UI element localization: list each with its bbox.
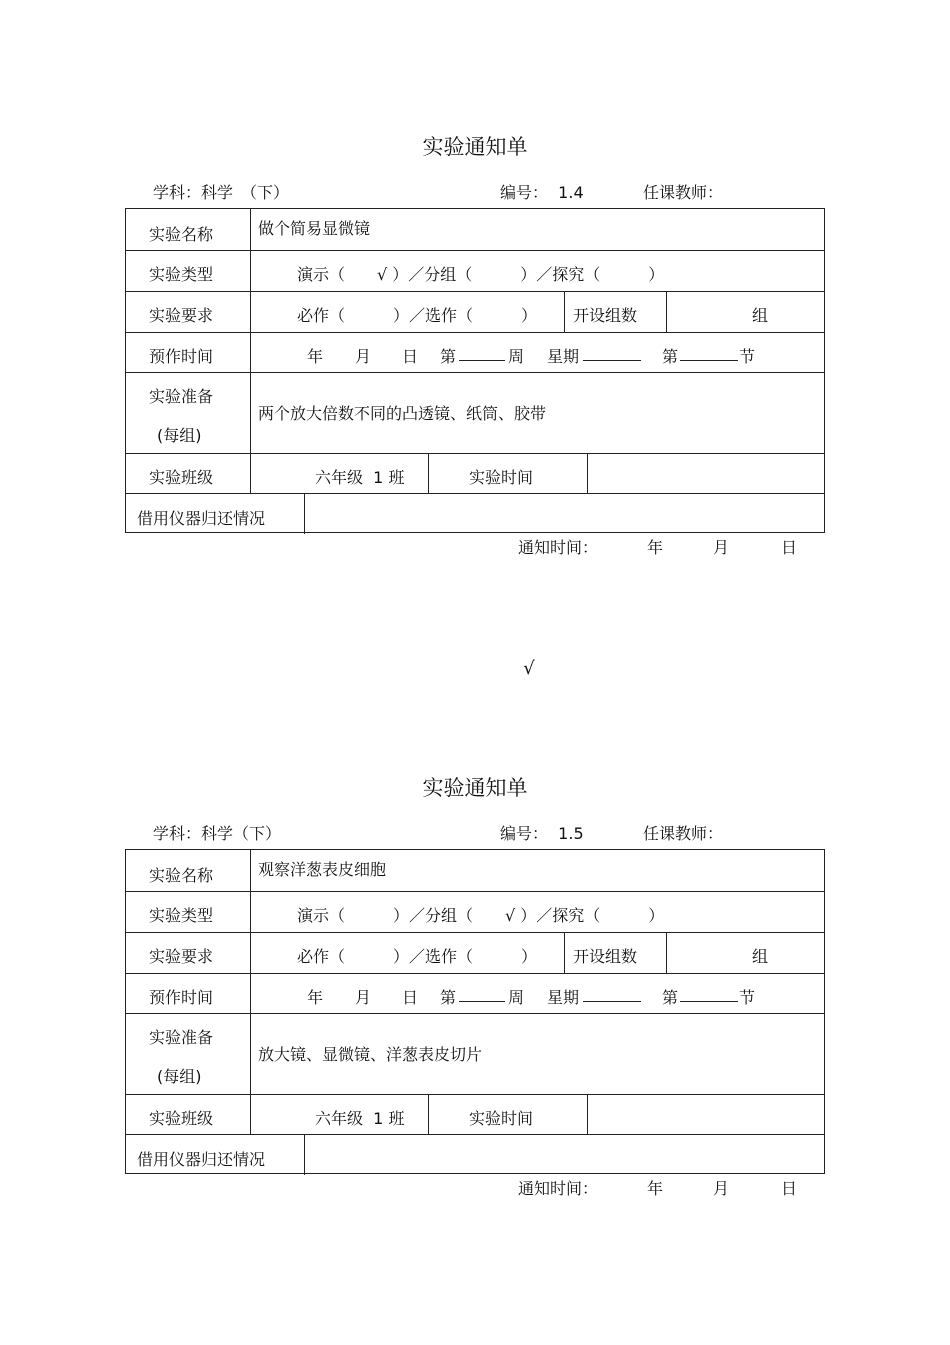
experiment-requirement-label: 实验要求 xyxy=(149,306,214,325)
day-text: 日 xyxy=(402,988,419,1007)
group-count-label: 开设组数 xyxy=(573,947,638,966)
experiment-type-options: 演示（ ）／分组（ √ ）／探究（ ） xyxy=(297,906,665,925)
group-count-label: 开设组数 xyxy=(573,306,638,325)
notice-table xyxy=(125,849,825,1174)
experiment-type-options: 演示（ √ ）／分组（ ）／探究（ ） xyxy=(297,265,665,284)
experiment-name-label: 实验名称 xyxy=(149,225,214,244)
class-label: 实验班级 xyxy=(149,468,214,487)
notice-year: 年 xyxy=(647,1179,664,1198)
experiment-type-label: 实验类型 xyxy=(149,906,214,925)
equipment-return-label: 借用仪器归还情况 xyxy=(137,509,266,528)
week-text: 周 xyxy=(508,988,525,1007)
notice-time-label: 通知时间： xyxy=(518,1179,599,1198)
row-divider xyxy=(126,332,824,333)
preparation-label-per-group: (每组) xyxy=(157,1067,202,1086)
weekday-text: 星期 xyxy=(547,988,580,1007)
notice-time-label: 通知时间： xyxy=(518,538,599,557)
column-divider xyxy=(666,932,667,973)
class-value: 六年级 1 班 xyxy=(315,468,405,487)
fill-in-blank xyxy=(680,344,738,361)
teacher-label: 任课教师： xyxy=(643,824,724,843)
row-divider xyxy=(126,453,824,454)
column-divider xyxy=(428,453,429,493)
experiment-requirement-options: 必作（ ）／选作（ ） xyxy=(297,947,538,966)
period-text: 节 xyxy=(739,988,756,1007)
notice-table xyxy=(125,208,825,533)
notice-year: 年 xyxy=(647,538,664,557)
preparation-label: 实验准备 xyxy=(149,387,214,406)
month-text: 月 xyxy=(355,347,372,366)
group-count-unit: 组 xyxy=(752,306,769,325)
planned-time-label: 预作时间 xyxy=(149,988,214,1007)
row-divider xyxy=(126,973,824,974)
form-title: 实验通知单 xyxy=(422,135,528,159)
planned-time-label: 预作时间 xyxy=(149,347,214,366)
row-divider xyxy=(126,493,824,494)
row-divider xyxy=(126,372,824,373)
column-divider xyxy=(250,850,251,1134)
equipment-return-label: 借用仪器归还情况 xyxy=(137,1150,266,1169)
row-divider xyxy=(126,250,824,251)
notice-day: 日 xyxy=(781,538,798,557)
experiment-type-label: 实验类型 xyxy=(149,265,214,284)
experiment-name-label: 实验名称 xyxy=(149,866,214,885)
preparation-label: 实验准备 xyxy=(149,1028,214,1047)
week-prefix-text: 第 xyxy=(440,347,457,366)
row-divider xyxy=(126,932,824,933)
row-divider xyxy=(126,1094,824,1095)
period-prefix-text: 第 xyxy=(662,347,679,366)
fill-in-blank xyxy=(680,985,738,1002)
group-count-unit: 组 xyxy=(752,947,769,966)
notice-form xyxy=(0,131,950,591)
teacher-label: 任课教师： xyxy=(643,183,724,202)
experiment-requirement-options: 必作（ ）／选作（ ） xyxy=(297,306,538,325)
preparation-value: 放大镜、显微镜、洋葱表皮切片 xyxy=(258,1045,483,1064)
experiment-name-value: 观察洋葱表皮细胞 xyxy=(258,860,387,879)
class-label: 实验班级 xyxy=(149,1109,214,1128)
preparation-value: 两个放大倍数不同的凸透镜、纸筒、胶带 xyxy=(258,404,547,423)
notice-month: 月 xyxy=(713,538,730,557)
column-divider xyxy=(250,209,251,493)
column-divider xyxy=(564,932,565,973)
fill-in-blank xyxy=(583,985,641,1002)
column-divider xyxy=(666,291,667,332)
row-divider xyxy=(126,891,824,892)
week-prefix-text: 第 xyxy=(440,988,457,1007)
checkmark: √ xyxy=(523,658,535,679)
row-divider xyxy=(126,1013,824,1014)
column-divider xyxy=(587,1094,588,1134)
column-divider xyxy=(304,493,305,534)
class-value: 六年级 1 班 xyxy=(315,1109,405,1128)
experiment-time-label: 实验时间 xyxy=(469,1109,534,1128)
day-text: 日 xyxy=(402,347,419,366)
row-divider xyxy=(126,291,824,292)
subject-label: 学科：科学（下） xyxy=(153,824,282,843)
month-text: 月 xyxy=(355,988,372,1007)
column-divider xyxy=(587,453,588,493)
notice-day: 日 xyxy=(781,1179,798,1198)
experiment-name-value: 做个简易显微镜 xyxy=(258,219,371,238)
notice-month: 月 xyxy=(713,1179,730,1198)
fill-in-blank xyxy=(459,344,505,361)
experiment-requirement-label: 实验要求 xyxy=(149,947,214,966)
column-divider xyxy=(564,291,565,332)
year-text: 年 xyxy=(307,988,324,1007)
preparation-label-per-group: (每组) xyxy=(157,426,202,445)
week-text: 周 xyxy=(508,347,525,366)
subject-label: 学科：科学 （下） xyxy=(153,183,290,202)
number-label: 编号： 1.5 xyxy=(500,824,584,843)
fill-in-blank xyxy=(459,985,505,1002)
fill-in-blank xyxy=(583,344,641,361)
notice-form xyxy=(0,772,950,1232)
row-divider xyxy=(126,1134,824,1135)
period-text: 节 xyxy=(739,347,756,366)
period-prefix-text: 第 xyxy=(662,988,679,1007)
year-text: 年 xyxy=(307,347,324,366)
experiment-time-label: 实验时间 xyxy=(469,468,534,487)
number-label: 编号： 1.4 xyxy=(500,183,584,202)
column-divider xyxy=(304,1134,305,1175)
form-title: 实验通知单 xyxy=(422,776,528,800)
column-divider xyxy=(428,1094,429,1134)
weekday-text: 星期 xyxy=(547,347,580,366)
